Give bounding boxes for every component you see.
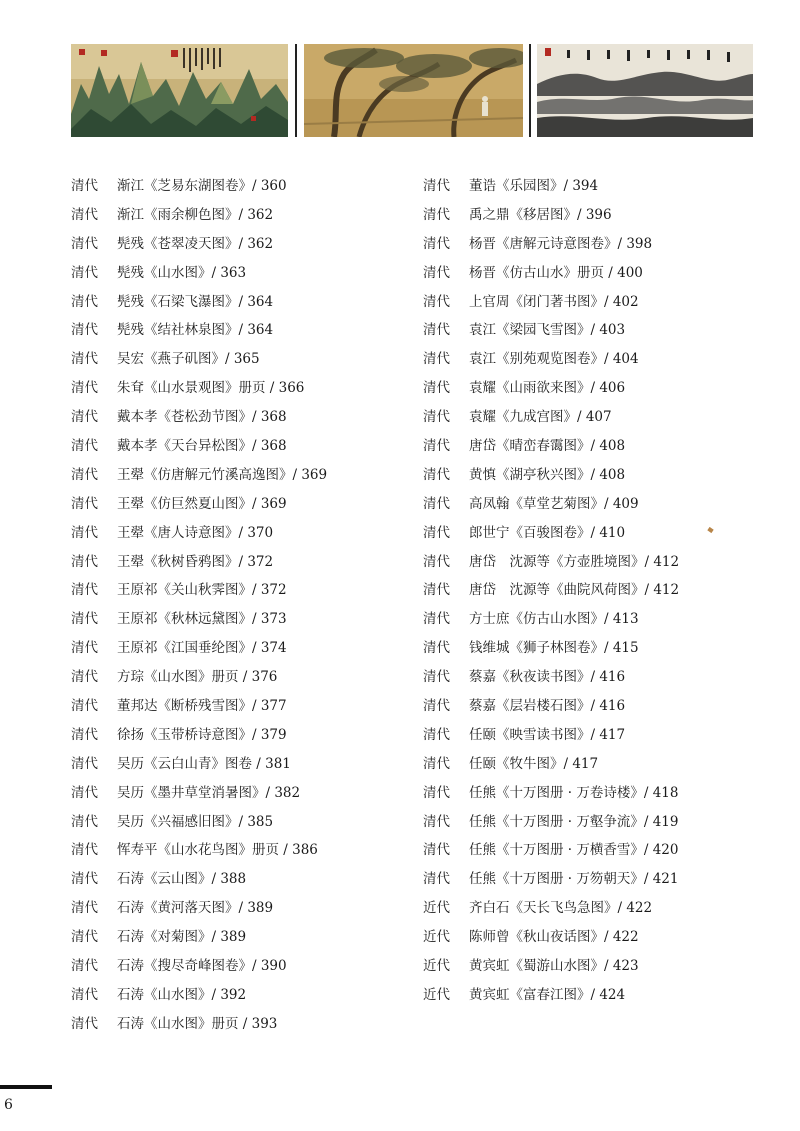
footer-rule <box>0 1085 52 1089</box>
entry-title: 王翚《秋树昏鸦图》/ 372 <box>117 553 274 570</box>
toc-entry <box>423 494 679 523</box>
entry-era: 清代 <box>423 178 450 194</box>
entry-era: 清代 <box>423 380 450 397</box>
entry-era: 清代 <box>71 958 98 975</box>
entry-title: 髡残《石梁飞瀑图》/ 364 <box>117 293 274 310</box>
entry-title: 徐扬《玉带桥诗意图》/ 379 <box>117 726 287 743</box>
toc-entry <box>423 349 679 378</box>
entry-era: 清代 <box>71 929 98 946</box>
entry-era: 清代 <box>71 466 98 483</box>
entry-title: 袁江《梁园飞雪图》/ 403 <box>469 322 626 339</box>
toc-entry <box>71 176 327 205</box>
entry-title: 恽寿平《山水花鸟图》册页 / 386 <box>117 842 318 859</box>
toc-entry <box>423 754 679 783</box>
toc-entry <box>423 234 679 263</box>
entry-era: 清代 <box>423 524 450 541</box>
entry-title: 石涛《黄河落天图》/ 389 <box>117 900 274 917</box>
entry-title: 王翚《仿巨然夏山图》/ 369 <box>117 495 287 512</box>
toc-entry <box>71 898 327 927</box>
entry-era: 清代 <box>423 813 450 830</box>
entry-era: 清代 <box>71 495 98 512</box>
entry-title: 髡残《山水图》/ 363 <box>117 264 247 281</box>
entry-era: 清代 <box>71 669 98 686</box>
entry-title: 蔡嘉《秋夜读书图》/ 416 <box>469 669 626 686</box>
toc-entry <box>423 378 679 407</box>
entry-title: 袁耀《山雨欲来图》/ 406 <box>469 380 626 397</box>
toc-entry <box>71 638 327 667</box>
entry-title: 黄宾虹《蜀游山水图》/ 423 <box>469 958 639 975</box>
entry-era: 清代 <box>423 726 450 743</box>
toc-entry <box>71 523 327 552</box>
entry-title: 唐岱 沈源等《曲院风荷图》/ 412 <box>469 582 680 599</box>
toc-entry <box>423 436 679 465</box>
entry-title: 吴历《云白山青》图卷 / 381 <box>117 755 291 772</box>
toc-entry <box>71 985 327 1014</box>
entry-era: 清代 <box>423 438 450 455</box>
entry-title: 上官周《闭门著书图》/ 402 <box>469 293 639 310</box>
entry-title: 髡残《苍翠凌天图》/ 362 <box>117 235 274 252</box>
entry-title: 陈师曾《秋山夜话图》/ 422 <box>469 929 639 946</box>
toc-entry <box>423 638 679 667</box>
entry-title: 王原祁《关山秋霁图》/ 372 <box>117 582 287 599</box>
entry-title: 石涛《山水图》/ 392 <box>117 986 247 1003</box>
toc-entry <box>71 580 327 609</box>
toc-entry <box>423 176 679 205</box>
entry-title: 朱耷《山水景观图》册页 / 366 <box>117 380 305 397</box>
toc-entry <box>71 609 327 638</box>
entry-title: 王翚《仿唐解元竹溪高逸图》/ 369 <box>117 466 328 483</box>
toc-entry <box>423 320 679 349</box>
toc-entry <box>71 1014 327 1043</box>
entry-title: 渐江《芝易东湖图卷》/ 360 <box>117 178 287 194</box>
entry-title: 唐岱《晴峦春霭图》/ 408 <box>469 438 626 455</box>
entry-title: 王原祁《江国垂纶图》/ 374 <box>117 640 287 657</box>
toc-entry <box>71 234 327 263</box>
toc-entry <box>423 869 679 898</box>
toc-entry <box>423 292 679 321</box>
toc-entry <box>71 349 327 378</box>
banner-painting-ink-mountains <box>537 44 753 137</box>
entry-title: 黄慎《湖亭秋兴图》/ 408 <box>469 466 626 483</box>
toc-entry <box>71 869 327 898</box>
entry-title: 袁耀《九成宫图》/ 407 <box>469 409 612 426</box>
toc-entry <box>71 407 327 436</box>
entry-era: 清代 <box>423 842 450 859</box>
toc-entry <box>71 725 327 754</box>
toc-entry <box>71 263 327 292</box>
toc-entry <box>71 378 327 407</box>
toc-entry <box>71 292 327 321</box>
toc-entry <box>423 696 679 725</box>
entry-title: 杨晋《唐解元诗意图卷》/ 398 <box>469 235 653 252</box>
toc-entry <box>71 436 327 465</box>
entry-era: 清代 <box>423 466 450 483</box>
entry-title: 石涛《对菊图》/ 389 <box>117 929 247 946</box>
entry-title: 髡残《结社林泉图》/ 364 <box>117 322 274 339</box>
entry-era: 清代 <box>423 582 450 599</box>
entry-era: 清代 <box>71 611 98 628</box>
toc-entry <box>423 407 679 436</box>
entry-title: 钱维城《狮子林图卷》/ 415 <box>469 640 639 657</box>
entry-era: 清代 <box>423 235 450 252</box>
entry-era: 清代 <box>423 755 450 772</box>
toc-entry <box>423 580 679 609</box>
entry-title: 任熊《十万图册 · 万横香雪》/ 420 <box>469 842 679 859</box>
toc-entry <box>71 465 327 494</box>
entry-title: 任熊《十万图册 · 万壑争流》/ 419 <box>469 813 679 830</box>
entry-era: 清代 <box>423 322 450 339</box>
toc-entry <box>423 956 679 985</box>
entry-era: 清代 <box>71 293 98 310</box>
entry-title: 石涛《搜尽奇峰图卷》/ 390 <box>117 958 287 975</box>
print-speck <box>707 527 713 533</box>
entry-title: 石涛《山水图》册页 / 393 <box>117 1015 278 1032</box>
entry-era: 清代 <box>71 986 98 1003</box>
entry-era: 清代 <box>71 900 98 917</box>
entry-title: 蔡嘉《层岩楼石图》/ 416 <box>469 698 626 715</box>
entry-era: 清代 <box>423 293 450 310</box>
entry-title: 方士庶《仿古山水图》/ 413 <box>469 611 639 628</box>
entry-era: 近代 <box>423 986 450 1003</box>
toc-entry <box>71 696 327 725</box>
entry-title: 戴本孝《苍松劲节图》/ 368 <box>117 409 287 426</box>
entry-era: 清代 <box>71 264 98 281</box>
entry-title: 方琮《山水图》册页 / 376 <box>117 669 278 686</box>
entry-title: 禹之鼎《移居图》/ 396 <box>469 206 612 223</box>
toc-entry <box>71 927 327 956</box>
toc-entry <box>71 205 327 234</box>
toc-entry <box>423 927 679 956</box>
entry-era: 清代 <box>71 871 98 888</box>
entry-era: 清代 <box>71 582 98 599</box>
entry-title: 黄宾虹《富春江图》/ 424 <box>469 986 626 1003</box>
entry-title: 王原祁《秋林远黛图》/ 373 <box>117 611 287 628</box>
entry-era: 清代 <box>71 755 98 772</box>
toc-entry <box>71 754 327 783</box>
toc-entry <box>71 552 327 581</box>
toc-entry <box>423 667 679 696</box>
entry-era: 清代 <box>423 409 450 426</box>
toc-entry <box>423 812 679 841</box>
entry-title: 任颐《牧牛图》/ 417 <box>469 755 599 772</box>
entry-era: 清代 <box>423 611 450 628</box>
entry-era: 清代 <box>423 698 450 715</box>
toc-entry <box>423 985 679 1014</box>
entry-era: 清代 <box>71 322 98 339</box>
entry-title: 高凤翰《草堂艺菊图》/ 409 <box>469 495 639 512</box>
entry-title: 杨晋《仿古山水》册页 / 400 <box>469 264 643 281</box>
entry-era: 清代 <box>71 235 98 252</box>
entry-era: 清代 <box>423 784 450 801</box>
toc-entry <box>71 320 327 349</box>
banner-painting-pine-trees <box>304 44 523 137</box>
entry-era: 近代 <box>423 900 450 917</box>
toc-entry <box>71 812 327 841</box>
entry-title: 吴宏《燕子矶图》/ 365 <box>117 351 260 368</box>
entry-era: 清代 <box>71 842 98 859</box>
entry-era: 清代 <box>71 409 98 426</box>
entry-era: 清代 <box>71 813 98 830</box>
toc-entry <box>423 609 679 638</box>
entry-era: 清代 <box>71 380 98 397</box>
entry-era: 近代 <box>423 958 450 975</box>
entry-era: 清代 <box>71 438 98 455</box>
entry-title: 董诰《乐园图》/ 394 <box>469 178 599 194</box>
entry-title: 郎世宁《百骏图卷》/ 410 <box>469 524 626 541</box>
entry-era: 清代 <box>423 206 450 223</box>
entry-title: 吴历《墨井草堂消暑图》/ 382 <box>117 784 301 801</box>
toc-entry <box>71 783 327 812</box>
entry-title: 唐岱 沈源等《方壶胜境图》/ 412 <box>469 553 680 570</box>
entry-era: 清代 <box>71 351 98 368</box>
toc-column-right <box>423 176 679 1014</box>
page-number: 6 <box>4 1097 13 1113</box>
toc-entry <box>423 725 679 754</box>
entry-era: 清代 <box>71 640 98 657</box>
toc-entry <box>423 205 679 234</box>
entry-title: 石涛《云山图》/ 388 <box>117 871 247 888</box>
toc-entry <box>423 552 679 581</box>
toc-column-left <box>71 176 327 1043</box>
entry-title: 吴历《兴福感旧图》/ 385 <box>117 813 274 830</box>
entry-title: 董邦达《断桥残雪图》/ 377 <box>117 698 287 715</box>
entry-era: 清代 <box>71 553 98 570</box>
entry-era: 清代 <box>423 351 450 368</box>
entry-title: 任颐《映雪读书图》/ 417 <box>469 726 626 743</box>
toc-entry <box>423 263 679 292</box>
entry-era: 清代 <box>423 264 450 281</box>
toc-entry <box>423 898 679 927</box>
toc-entry <box>423 523 679 552</box>
toc-entry <box>423 840 679 869</box>
entry-era: 清代 <box>71 698 98 715</box>
entry-title: 任熊《十万图册 · 万卷诗楼》/ 418 <box>469 784 679 801</box>
banner-divider-2 <box>529 44 531 137</box>
entry-era: 清代 <box>423 640 450 657</box>
banner-painting-green-landscape <box>71 44 288 137</box>
entry-era: 清代 <box>71 206 98 223</box>
entry-era: 近代 <box>423 929 450 946</box>
entry-era: 清代 <box>423 553 450 570</box>
entry-title: 王翚《唐人诗意图》/ 370 <box>117 524 274 541</box>
entry-title: 戴本孝《天台异松图》/ 368 <box>117 438 287 455</box>
entry-title: 袁江《别苑观览图卷》/ 404 <box>469 351 639 368</box>
entry-era: 清代 <box>423 669 450 686</box>
entry-era: 清代 <box>423 495 450 512</box>
entry-era: 清代 <box>71 784 98 801</box>
entry-era: 清代 <box>71 178 98 194</box>
toc-entry <box>71 956 327 985</box>
entry-title: 渐江《雨余柳色图》/ 362 <box>117 206 274 223</box>
toc-entry <box>423 783 679 812</box>
entry-era: 清代 <box>71 524 98 541</box>
toc-entry <box>423 465 679 494</box>
toc-entry <box>71 840 327 869</box>
banner-divider-1 <box>295 44 297 137</box>
entry-title: 齐白石《天长飞鸟急图》/ 422 <box>469 900 653 917</box>
toc-entry <box>71 494 327 523</box>
entry-era: 清代 <box>71 726 98 743</box>
entry-era: 清代 <box>71 1015 98 1032</box>
toc-entry <box>71 667 327 696</box>
entry-title: 任熊《十万图册 · 万笏朝天》/ 421 <box>469 871 679 888</box>
entry-era: 清代 <box>423 871 450 888</box>
